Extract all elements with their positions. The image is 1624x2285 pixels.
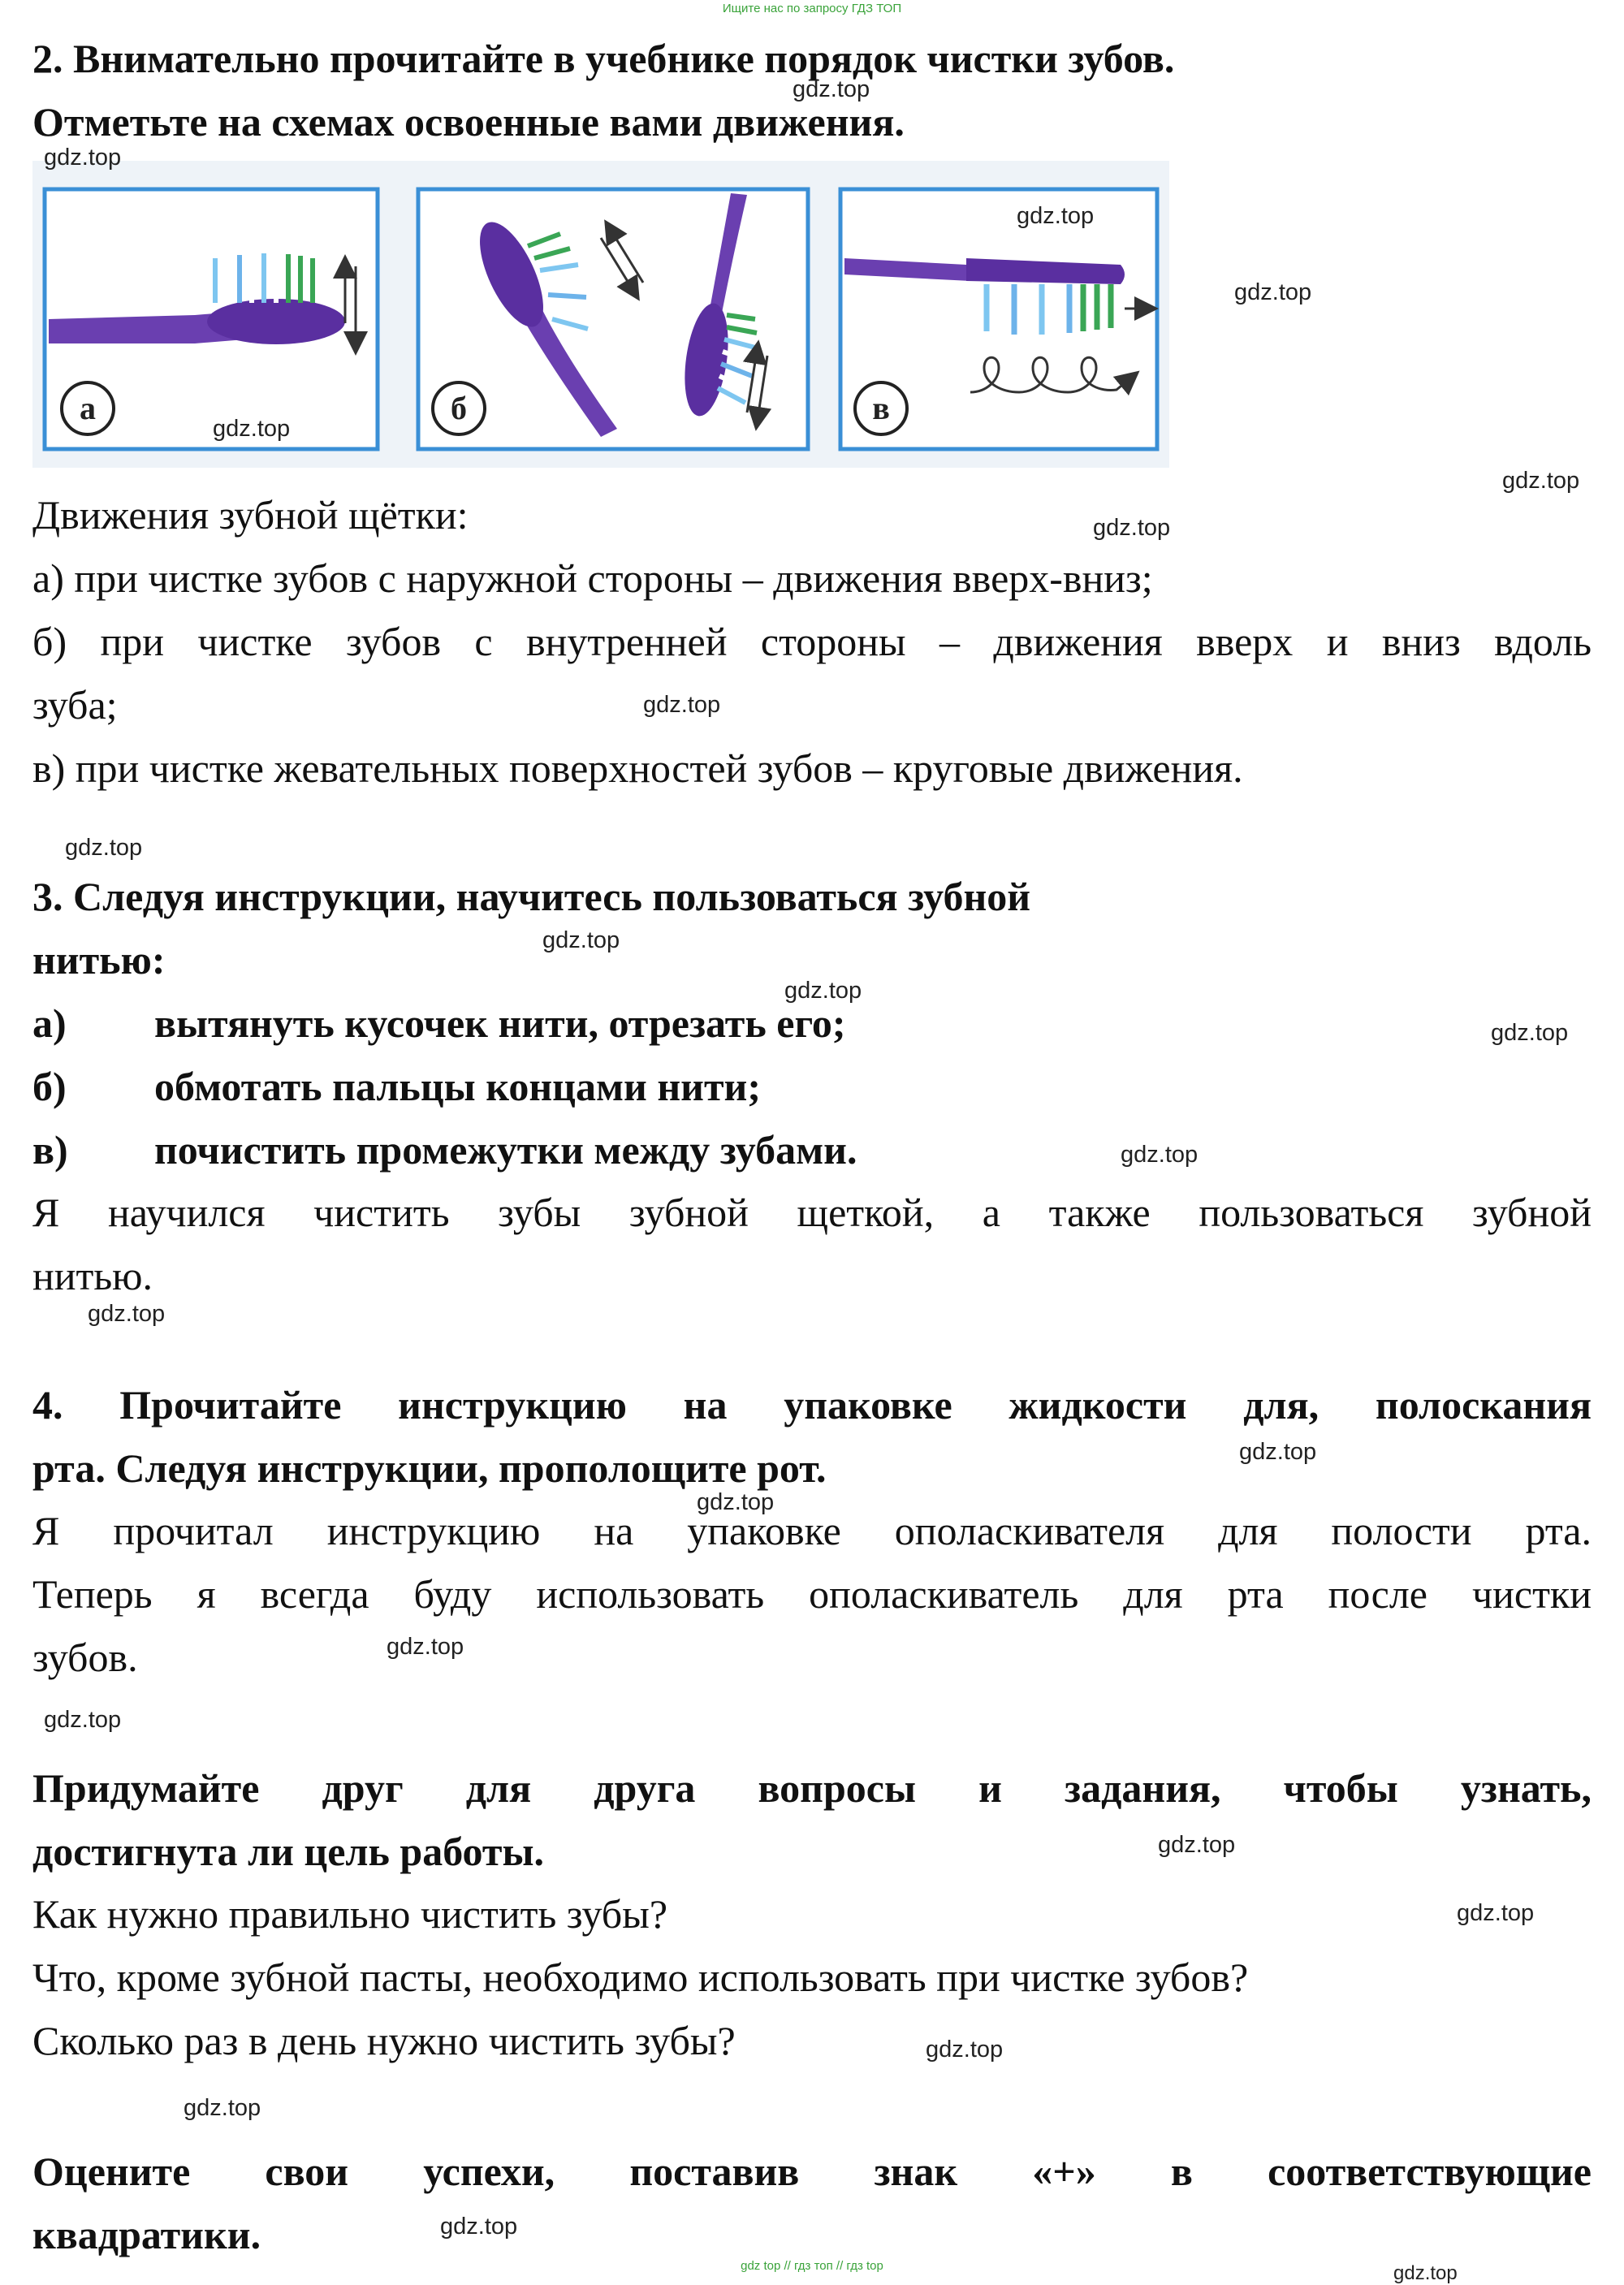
panel-label-a: а	[80, 390, 96, 426]
watermark: gdz.top	[1158, 1832, 1236, 1858]
task2-line-b-cont: зуба;	[32, 682, 118, 728]
panel-label-b: б	[451, 390, 467, 426]
panel-c	[840, 189, 1157, 449]
evaluate-heading-line1: Оцените свои успехи, поставив знак «+» в соответствующие	[32, 2149, 1592, 2194]
task2-line-c: в) при чистке жевательных поверхностей зубов – круговые движения.	[32, 745, 1243, 791]
watermark: gdz.top	[1457, 1900, 1535, 1926]
watermark: gdz.top	[65, 835, 143, 861]
watermark: gdz.top	[542, 927, 620, 953]
watermark: gdz.top	[1234, 279, 1312, 305]
evaluate-heading-line2: квадратики.	[32, 2212, 261, 2257]
watermark: gdz.top	[1017, 203, 1095, 229]
watermark: gdz.top	[44, 1707, 122, 1733]
task3-heading-line1: 3. Следуя инструкции, научитесь пользоваться зубной	[32, 874, 1031, 919]
watermark: gdz.top	[793, 76, 870, 102]
toothbrush-schemes-illustration	[32, 161, 1169, 468]
watermark: gdz.top	[697, 1489, 775, 1515]
top-banner: Ищите нас по запросу ГДЗ ТОП	[722, 2, 902, 15]
task3-step-a-letter: а)	[32, 1000, 67, 1046]
watermark: gdz.top	[1239, 1439, 1317, 1465]
watermark: gdz.top	[784, 978, 862, 1004]
task4-answer-line2: Теперь я всегда буду использовать ополаскиватель для рта после чистки	[32, 1571, 1592, 1617]
panel-b	[418, 189, 808, 449]
watermark: gdz.top	[1491, 1020, 1569, 1046]
watermark: gdz.top	[643, 692, 721, 718]
task3-answer-line2: нитью.	[32, 1253, 153, 1298]
panel-a	[45, 189, 378, 449]
watermark: gdz.top	[1393, 2262, 1458, 2284]
question-item-3: Сколько раз в день нужно чистить зубы?	[32, 2018, 736, 2063]
question-item-2: Что, кроме зубной пасты, необходимо использовать при чистке зубов?	[32, 1955, 1249, 2000]
task4-answer-line3: зубов.	[32, 1635, 138, 1680]
task4-heading-line1: 4. Прочитайте инструкцию на упаковке жидкости для, полоскания	[32, 1382, 1592, 1428]
task2-heading-line1: 2. Внимательно прочитайте в учебнике порядок чистки зубов.	[32, 36, 1175, 81]
task3-step-c	[32, 1117, 857, 1182]
questions-heading-line1: Придумайте друг для друга вопросы и задания, чтобы узнать,	[32, 1765, 1592, 1811]
task3-step-b-text: обмотать пальцы концами нити;	[154, 1064, 761, 1109]
task3-heading-line2: нитью:	[32, 937, 166, 983]
watermark: gdz.top	[1121, 1142, 1199, 1168]
watermark: gdz.top	[44, 145, 122, 171]
task4-answer-line1: Я прочитал инструкцию на упаковке ополаскивателя для полости рта.	[32, 1508, 1592, 1553]
task2-line-a: а) при чистке зубов с наружной стороны – движения вверх-вниз;	[32, 555, 1153, 601]
task3-step-b	[32, 1054, 761, 1119]
task3-step-b-letter: б)	[32, 1064, 67, 1109]
watermark: gdz.top	[440, 2214, 518, 2240]
task2-intro: Движения зубной щётки:	[32, 492, 469, 538]
watermark: gdz.top	[387, 1634, 464, 1660]
task3-step-c-text: почистить промежутки между зубами.	[154, 1127, 857, 1173]
task2-line-b: б) при чистке зубов с внутренней стороны – движения вверх и вниз вдоль	[32, 619, 1592, 664]
task4-heading-line2: рта. Следуя инструкции, прополощите рот.	[32, 1445, 827, 1491]
question-item-1: Как нужно правильно чистить зубы?	[32, 1891, 668, 1937]
watermark: gdz.top	[88, 1301, 166, 1327]
task3-step-c-letter: в)	[32, 1127, 68, 1173]
task3-answer-line1: Я научился чистить зубы зубной щеткой, а также пользоваться зубной	[32, 1190, 1592, 1235]
questions-heading-line2: достигнута ли цель работы.	[32, 1829, 544, 1874]
task3-step-a-text: вытянуть кусочек нити, отрезать его;	[154, 1000, 846, 1046]
watermark: gdz.top	[213, 416, 291, 442]
watermark: gdz.top	[184, 2095, 261, 2121]
watermark: gdz.top	[1502, 468, 1580, 494]
panel-label-c: в	[872, 390, 890, 426]
task3-step-a	[32, 991, 846, 1056]
watermark: gdz.top	[1093, 515, 1171, 541]
bottom-banner: gdz top // гдз топ // гдз top	[741, 2259, 883, 2273]
task2-heading-line2: Отметьте на схемах освоенные вами движения.	[32, 99, 905, 145]
watermark: gdz.top	[926, 2037, 1004, 2063]
